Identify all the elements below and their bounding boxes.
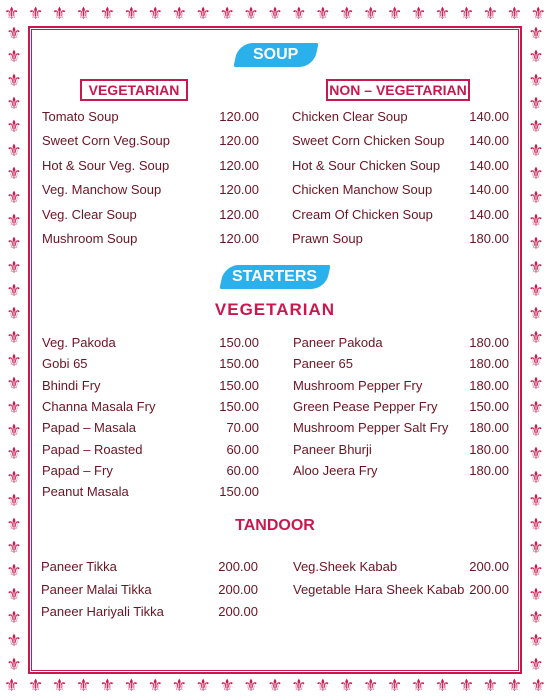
menu-item (41, 557, 258, 577)
menu-item-price: 60.00 (226, 441, 259, 457)
menu-item-price: 140.00 (469, 206, 509, 222)
menu-item-name: Prawn Soup (292, 231, 363, 246)
menu-item (292, 229, 509, 249)
fleur-de-lis-icon: ⚜ (6, 117, 22, 138)
fleur-de-lis-icon: ⚜ (482, 3, 498, 24)
menu-item-price: 150.00 (219, 377, 259, 393)
fleur-de-lis-icon: ⚜ (6, 187, 22, 208)
fleur-de-lis-icon: ⚜ (99, 3, 115, 24)
menu-item (42, 107, 259, 127)
menu-item-name: Cream Of Chicken Soup (292, 206, 433, 222)
fleur-de-lis-icon: ⚜ (6, 444, 22, 465)
fleur-de-lis-icon: ⚜ (434, 3, 451, 24)
menu-item (42, 376, 259, 396)
fleur-de-lis-icon: ⚜ (410, 675, 427, 696)
soup-nonveg-label: NON – VEGETARIAN (326, 79, 470, 101)
menu-item (42, 229, 259, 249)
border-top (4, 2, 546, 26)
fleur-de-lis-icon: ⚜ (6, 70, 22, 91)
fleur-de-lis-icon: ⚜ (291, 675, 307, 696)
fleur-de-lis-icon: ⚜ (195, 675, 211, 696)
menu-item-name: Green Pease Pepper Fry (293, 398, 438, 414)
menu-item (293, 440, 509, 460)
fleur-de-lis-icon: ⚜ (6, 654, 22, 675)
fleur-de-lis-icon: ⚜ (528, 374, 544, 395)
starters-title: STARTERS (232, 268, 318, 285)
menu-item-price: 120.00 (219, 206, 259, 222)
menu-item-price: 120.00 (219, 182, 259, 198)
menu-item (292, 107, 509, 127)
menu-item-name: Sweet Corn Veg.Soup (42, 133, 170, 149)
menu-item-name: Tomato Soup (42, 109, 119, 124)
fleur-de-lis-icon: ⚜ (27, 3, 44, 24)
menu-item-name: Gobi 65 (42, 356, 88, 372)
fleur-de-lis-icon: ⚜ (171, 675, 187, 696)
fleur-de-lis-icon: ⚜ (6, 537, 22, 558)
fleur-de-lis-icon: ⚜ (291, 3, 307, 24)
menu-item-price: 140.00 (469, 157, 509, 173)
fleur-de-lis-icon: ⚜ (27, 675, 44, 696)
fleur-de-lis-icon: ⚜ (363, 3, 379, 24)
fleur-de-lis-icon: ⚜ (6, 164, 22, 185)
menu-item-price: 120.00 (219, 231, 259, 246)
fleur-de-lis-icon: ⚜ (528, 444, 544, 465)
starters-veg-heading: VEGETARIAN (214, 300, 336, 319)
border-left (2, 26, 26, 674)
fleur-de-lis-icon: ⚜ (6, 234, 22, 255)
fleur-de-lis-icon: ⚜ (363, 675, 379, 696)
fleur-de-lis-icon: ⚜ (75, 3, 92, 24)
starters-title-banner (219, 265, 330, 289)
fleur-de-lis-icon: ⚜ (434, 675, 451, 696)
fleur-de-lis-icon: ⚜ (6, 304, 22, 325)
fleur-de-lis-icon: ⚜ (6, 94, 22, 115)
menu-item-name: Hot & Sour Veg. Soup (42, 157, 170, 173)
menu-item (292, 131, 509, 151)
fleur-de-lis-icon: ⚜ (528, 117, 544, 138)
fleur-de-lis-icon: ⚜ (6, 24, 22, 44)
menu-item (42, 180, 259, 200)
menu-item (41, 580, 258, 600)
menu-item (293, 461, 509, 481)
fleur-de-lis-icon: ⚜ (528, 280, 544, 301)
menu-item (293, 580, 509, 600)
menu-item-name: Papad – Roasted (42, 441, 143, 457)
menu-item-name: Aloo Jeera Fry (293, 462, 378, 478)
menu-item-price: 200.00 (218, 559, 258, 574)
menu-item-price: 120.00 (219, 109, 259, 124)
menu-item-price: 150.00 (219, 398, 259, 414)
menu-item (42, 461, 259, 481)
fleur-de-lis-icon: ⚜ (528, 467, 544, 488)
menu-item-price: 200.00 (218, 581, 258, 597)
menu-item-price: 180.00 (469, 441, 509, 457)
menu-item-name: Mushroom Soup (42, 231, 138, 246)
fleur-de-lis-icon: ⚜ (315, 675, 331, 696)
fleur-de-lis-icon: ⚜ (528, 94, 544, 115)
menu-item-price: 140.00 (469, 133, 509, 149)
border-right (524, 26, 548, 674)
menu-item-name: Veg. Pakoda (42, 335, 116, 350)
menu-item (293, 354, 509, 374)
fleur-de-lis-icon: ⚜ (267, 3, 283, 24)
fleur-de-lis-icon: ⚜ (195, 3, 211, 24)
menu-item-name: Bhindi Fry (42, 377, 101, 393)
soup-title-banner (233, 43, 318, 67)
menu-item-price: 120.00 (219, 133, 259, 149)
fleur-de-lis-icon: ⚜ (530, 3, 546, 24)
fleur-de-lis-icon: ⚜ (528, 24, 544, 44)
fleur-de-lis-icon: ⚜ (528, 70, 544, 91)
fleur-de-lis-icon: ⚜ (410, 3, 427, 24)
fleur-de-lis-icon: ⚜ (528, 351, 544, 372)
fleur-de-lis-icon: ⚜ (528, 210, 544, 231)
menu-item-name: Paneer 65 (293, 356, 353, 372)
menu-item-price: 180.00 (469, 462, 509, 478)
fleur-de-lis-icon: ⚜ (387, 3, 403, 24)
fleur-de-lis-icon: ⚜ (528, 257, 544, 278)
fleur-de-lis-icon: ⚜ (6, 397, 22, 418)
menu-item (293, 557, 509, 577)
fleur-de-lis-icon: ⚜ (75, 675, 92, 696)
fleur-de-lis-icon: ⚜ (528, 491, 544, 512)
fleur-de-lis-icon: ⚜ (6, 280, 22, 301)
fleur-de-lis-icon: ⚜ (482, 675, 498, 696)
fleur-de-lis-icon: ⚜ (147, 3, 163, 24)
fleur-de-lis-icon: ⚜ (6, 47, 22, 68)
fleur-de-lis-icon: ⚜ (6, 140, 22, 161)
fleur-de-lis-icon: ⚜ (506, 675, 522, 696)
menu-item-price: 150.00 (219, 356, 259, 372)
menu-item (292, 156, 509, 176)
menu-item (293, 376, 509, 396)
menu-item-price: 150.00 (219, 484, 259, 500)
soup-veg-label: VEGETARIAN (80, 79, 188, 101)
menu-item-name: Channa Masala Fry (42, 398, 156, 414)
fleur-de-lis-icon: ⚜ (147, 675, 163, 696)
menu-item (42, 333, 259, 353)
soup-title: SOUP (253, 46, 299, 63)
fleur-de-lis-icon: ⚜ (528, 537, 544, 558)
menu-item-price: 200.00 (469, 559, 509, 574)
menu-item-name: Veg. Clear Soup (42, 206, 137, 222)
fleur-de-lis-icon: ⚜ (387, 675, 403, 696)
menu-item-price: 180.00 (469, 377, 509, 393)
fleur-de-lis-icon: ⚜ (99, 675, 115, 696)
fleur-de-lis-icon: ⚜ (506, 3, 522, 24)
fleur-de-lis-icon: ⚜ (123, 3, 139, 24)
menu-item-price: 140.00 (469, 109, 509, 124)
menu-item-name: Mushroom Pepper Salt Fry (293, 420, 449, 436)
menu-item (293, 418, 509, 438)
fleur-de-lis-icon: ⚜ (219, 3, 235, 24)
menu-item (42, 156, 259, 176)
menu-item-name: Paneer Hariyali Tikka (41, 604, 164, 619)
fleur-de-lis-icon: ⚜ (6, 257, 22, 278)
menu-item-name: Peanut Masala (42, 484, 129, 500)
menu-item (292, 180, 509, 200)
border-bottom (4, 674, 546, 698)
fleur-de-lis-icon: ⚜ (339, 675, 355, 696)
fleur-de-lis-icon: ⚜ (6, 607, 22, 628)
menu-item-price: 150.00 (469, 398, 509, 414)
menu-item-name: Paneer Tikka (41, 559, 117, 574)
menu-item-name: Hot & Sour Chicken Soup (292, 157, 441, 173)
fleur-de-lis-icon: ⚜ (528, 584, 544, 605)
menu-item (42, 440, 259, 460)
fleur-de-lis-icon: ⚜ (530, 675, 546, 696)
fleur-de-lis-icon: ⚜ (6, 514, 22, 535)
tandoor-heading: TANDOOR (235, 517, 315, 534)
menu-item (42, 131, 259, 151)
fleur-de-lis-icon: ⚜ (6, 561, 22, 582)
fleur-de-lis-icon: ⚜ (315, 3, 331, 24)
menu-item-name: Chicken Clear Soup (292, 109, 408, 124)
menu-item-price: 60.00 (226, 462, 259, 478)
menu-item (42, 354, 259, 374)
menu-item-name: Chicken Manchow Soup (292, 182, 433, 198)
menu-item (293, 397, 509, 417)
fleur-de-lis-icon: ⚜ (51, 675, 68, 696)
menu-item (292, 205, 509, 225)
menu-item-price: 150.00 (219, 335, 259, 350)
menu-item-price: 140.00 (469, 182, 509, 198)
fleur-de-lis-icon: ⚜ (528, 607, 544, 628)
fleur-de-lis-icon: ⚜ (6, 210, 22, 231)
fleur-de-lis-icon: ⚜ (528, 234, 544, 255)
menu-item (41, 602, 258, 622)
menu-item-price: 180.00 (469, 420, 509, 436)
fleur-de-lis-icon: ⚜ (267, 675, 283, 696)
menu-item-price: 180.00 (469, 335, 509, 350)
menu-item-name: Paneer Malai Tikka (41, 581, 152, 597)
menu-item-price: 200.00 (469, 581, 509, 597)
menu-item (293, 333, 509, 353)
fleur-de-lis-icon: ⚜ (528, 187, 544, 208)
fleur-de-lis-icon: ⚜ (528, 654, 544, 675)
menu-item (42, 482, 259, 502)
fleur-de-lis-icon: ⚜ (528, 421, 544, 442)
fleur-de-lis-icon: ⚜ (6, 374, 22, 395)
fleur-de-lis-icon: ⚜ (528, 47, 544, 68)
fleur-de-lis-icon: ⚜ (243, 675, 259, 696)
fleur-de-lis-icon: ⚜ (458, 675, 475, 696)
fleur-de-lis-icon: ⚜ (6, 631, 22, 652)
fleur-de-lis-icon: ⚜ (528, 514, 544, 535)
fleur-de-lis-icon: ⚜ (528, 140, 544, 161)
fleur-de-lis-icon: ⚜ (6, 351, 22, 372)
fleur-de-lis-icon: ⚜ (6, 467, 22, 488)
fleur-de-lis-icon: ⚜ (171, 3, 187, 24)
fleur-de-lis-icon: ⚜ (528, 631, 544, 652)
fleur-de-lis-icon: ⚜ (6, 584, 22, 605)
fleur-de-lis-icon: ⚜ (6, 491, 22, 512)
menu-item-name: Papad – Fry (42, 462, 113, 478)
menu-item-price: 120.00 (219, 157, 259, 173)
fleur-de-lis-icon: ⚜ (458, 3, 475, 24)
fleur-de-lis-icon: ⚜ (528, 327, 544, 348)
menu-item-name: Veg.Sheek Kabab (293, 559, 398, 574)
fleur-de-lis-icon: ⚜ (528, 561, 544, 582)
menu-item-name: Vegetable Hara Sheek Kabab (293, 581, 465, 597)
menu-item (42, 397, 259, 417)
menu-item-price: 200.00 (218, 604, 258, 619)
fleur-de-lis-icon: ⚜ (6, 327, 22, 348)
fleur-de-lis-icon: ⚜ (243, 3, 259, 24)
menu-item (42, 418, 259, 438)
menu-item-price: 180.00 (469, 231, 509, 246)
menu-item-name: Paneer Pakoda (293, 335, 383, 350)
menu-item (42, 205, 259, 225)
fleur-de-lis-icon: ⚜ (528, 397, 544, 418)
fleur-de-lis-icon: ⚜ (4, 675, 20, 696)
fleur-de-lis-icon: ⚜ (6, 421, 22, 442)
fleur-de-lis-icon: ⚜ (4, 3, 20, 24)
fleur-de-lis-icon: ⚜ (219, 675, 235, 696)
fleur-de-lis-icon: ⚜ (528, 164, 544, 185)
fleur-de-lis-icon: ⚜ (528, 304, 544, 325)
menu-item-name: Mushroom Pepper Fry (293, 377, 423, 393)
menu-item-name: Papad – Masala (42, 420, 136, 436)
menu-item-price: 180.00 (469, 356, 509, 372)
fleur-de-lis-icon: ⚜ (51, 3, 68, 24)
menu-item-name: Sweet Corn Chicken Soup (292, 133, 445, 149)
menu-item-price: 70.00 (226, 420, 259, 436)
fleur-de-lis-icon: ⚜ (339, 3, 355, 24)
fleur-de-lis-icon: ⚜ (123, 675, 139, 696)
menu-item-name: Veg. Manchow Soup (42, 182, 162, 198)
menu-item-name: Paneer Bhurji (293, 441, 372, 457)
